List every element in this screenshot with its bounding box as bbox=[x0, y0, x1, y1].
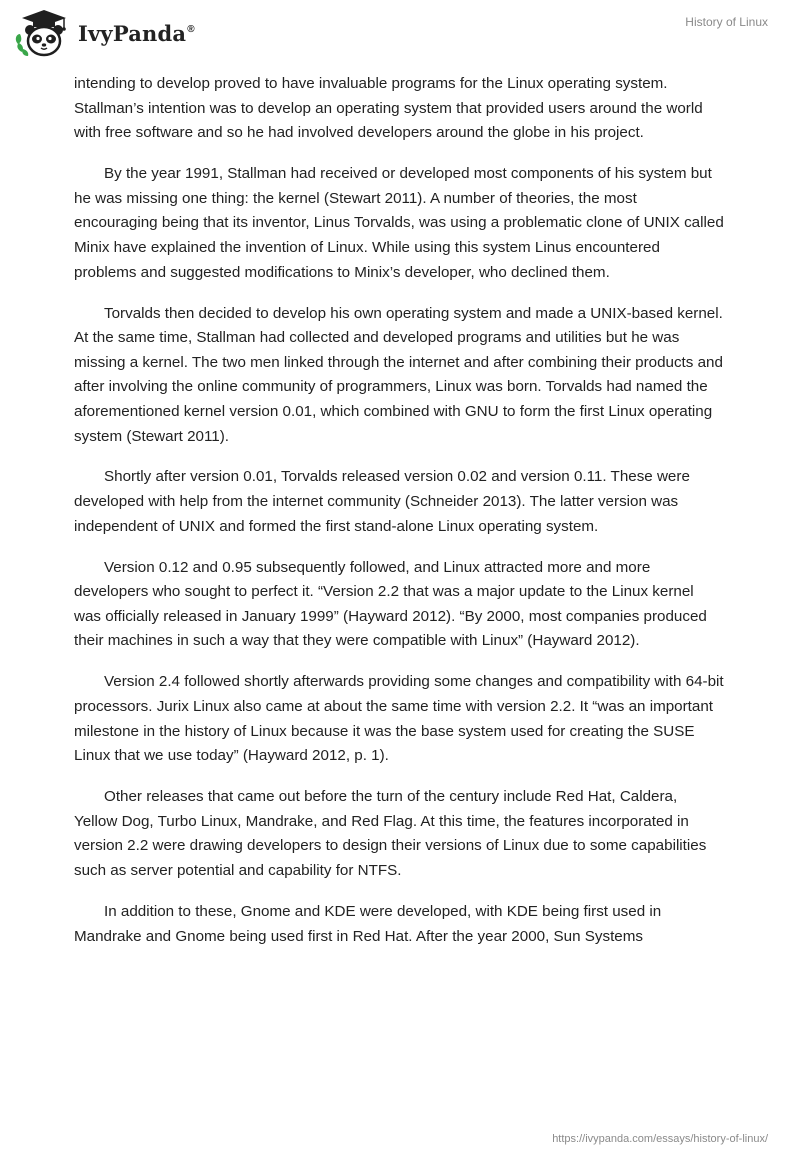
ivypanda-logo[interactable] bbox=[14, 8, 195, 58]
brand-text: IvyPanda bbox=[78, 20, 187, 46]
registered-mark: ® bbox=[187, 23, 195, 35]
paragraph: Shortly after version 0.01, Torvalds released version 0.02 and version 0.11. These were developed with help from the internet community (Schneider 2013). The latter version was independent of UNIX and formed the first stand-alone Linux operating system. bbox=[74, 468, 690, 535]
paragraph: intending to develop proved to have invaluable programs for the Linux operating system. Stallman’s intention was to develop an operating system that provided users around the world with free software and so he had involved developers around the globe in his project. bbox=[74, 75, 703, 142]
paragraph: Other releases that came out before the turn of the century include Red Hat, Caldera, Yellow Dog, Turbo Linux, Mandrake, and Red Flag. At this time, the features incorporated in version 2.2 were drawing developers to design their versions of Linux due to some capabilities such as server potential and capability for NTFS. bbox=[74, 788, 707, 879]
document-title: History of Linux bbox=[685, 15, 768, 29]
paragraph: By the year 1991, Stallman had received or developed most components of his system but he was missing one thing: the kernel (Stewart 2011). A number of theories, the most encouraging being that its inventor, Linus Torvalds, was using a problematic clone of UNIX called Minix have explained the invention of Linux. While using this system Linus encountered problems and suggested modifications to Minix’s developer, who declined them. bbox=[74, 165, 724, 281]
brand-name bbox=[78, 21, 195, 46]
source-url[interactable]: https://ivypanda.com/essays/history-of-linux/ bbox=[552, 1133, 768, 1145]
paragraph: Version 2.4 followed shortly afterwards providing some changes and compatibility with 64-bit processors. Jurix Linux also came at about the same time with version 2.2. It “was an important milestone in the history of Linux because it was the base system used for creating the SUSE Linux that we use today” (Hayward 2012, p. 1). bbox=[74, 673, 724, 765]
essay-body bbox=[74, 72, 724, 966]
paragraph: Version 0.12 and 0.95 subsequently followed, and Linux attracted more and more developers who sought to perfect it. “Version 2.2 that was a major update to the Linux kernel was officially released in January 1999” (Hayward 2012). “By 2000, most companies produced their machines in such a way that they were compatible with Linux” (Hayward 2012). bbox=[74, 558, 707, 650]
panda-graduate-icon bbox=[14, 8, 72, 58]
page-header bbox=[0, 0, 800, 70]
paragraph: Torvalds then decided to develop his own operating system and made a UNIX-based kernel. At the same time, Stallman had collected and developed programs and utilities but he was missing a kernel. The two men linked through the internet and after combining their products and after involving the online community of programmers, Linux was born. Torvalds had named the aforementioned kernel version 0.01, which combined with GNU to form the first Linux operating system (Stewart 2011). bbox=[74, 304, 723, 445]
paragraph: In addition to these, Gnome and KDE were developed, with KDE being first used in Mandrake and Gnome being used first in Red Hat. After the year 2000, Sun Systems bbox=[74, 902, 662, 945]
